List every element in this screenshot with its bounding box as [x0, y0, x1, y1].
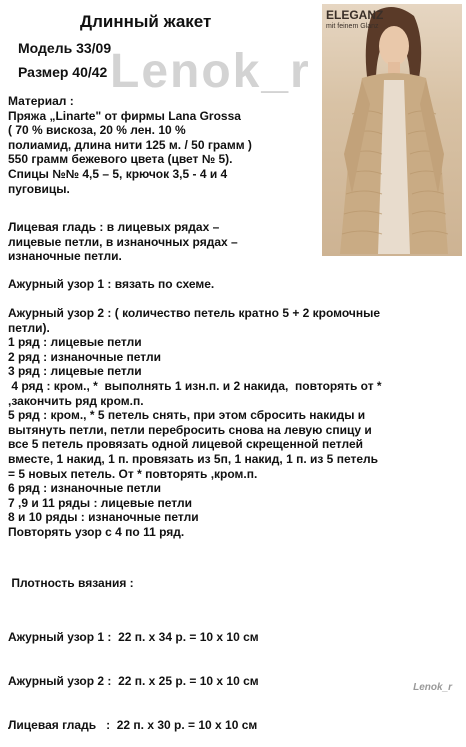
stockinette-line: изнаночные петли. [8, 249, 122, 264]
lace1-line: Ажурный узор 1 : вязать по схеме. [8, 277, 215, 291]
lace2-line: 6 ряд : изнаночные петли [8, 481, 161, 496]
lace2-line: 7 ,9 и 11 ряды : лицевые петли [8, 495, 192, 510]
material-line: полиамид, длина нити 125 м. / 50 грамм ) [8, 137, 252, 152]
material-line: пуговицы. [8, 181, 70, 196]
lace2-line: петли). [8, 320, 50, 335]
lace2-line: = 5 новых петель. От * повторять ,кром.п. [8, 466, 258, 481]
material-line: Материал : [8, 94, 74, 108]
lace2-line: 1 ряд : лицевые петли [8, 335, 142, 350]
lace2-line: 4 ряд : кром., * выполнять 1 изн.п. и 2 накида, повторять от * [8, 378, 382, 393]
stockinette-line: лицевые петли, в изнаночных рядах – [8, 234, 238, 249]
stockinette-line: Лицевая гладь : в лицевых рядах – [8, 220, 220, 234]
lace2-line: вытянуть петли, петли перебросить снова на левую спицу и [8, 422, 372, 437]
gauge-line: Ажурный узор 2 : 22 п. х 25 р. = 10 х 10 см [8, 673, 259, 688]
gauge-section [8, 601, 259, 747]
material-line: ( 70 % вискоза, 20 % лен. 10 % [8, 123, 186, 138]
gauge-line: Лицевая гладь : 22 п. х 30 р. = 10 х 10 см [8, 717, 258, 732]
lace2-line: 5 ряд : кром., * 5 петель снять, при этом сбросить накиды и [8, 408, 366, 423]
photo-subtitle: mit feinem Glanz [326, 23, 379, 30]
photo-brand: ELEGANZ [326, 8, 384, 22]
lace2-section [8, 306, 382, 540]
lace2-line: 3 ряд : лицевые петли [8, 364, 142, 379]
model-number: Модель 33/09 [18, 40, 112, 56]
footer-watermark: Lenok_r [413, 682, 452, 693]
lace2-line: 8 и 10 ряды : изнаночные петли [8, 510, 199, 525]
lace2-line: Повторять узор с 4 по 11 ряд. [8, 524, 185, 539]
gauge-line: Ажурный узор 1 : 22 п. х 34 р. = 10 х 10 см [8, 630, 259, 645]
lace2-line: вместе, 1 накид, 1 п. провязать из 5п, 1 накид, 1 п. из 5 петель [8, 451, 379, 466]
lace2-line: ,закончить ряд кром.п. [8, 393, 144, 408]
material-section [8, 94, 252, 196]
model-photo [322, 4, 462, 256]
gauge-title: Плотность вязания : [8, 576, 134, 590]
material-line: Пряжа „Linarte" от фирмы Lana Grossa [8, 108, 241, 123]
lace2-line: Ажурный узор 2 : ( количество петель кратно 5 + 2 кромочные [8, 306, 381, 320]
material-line: Спицы №№ 4,5 – 5, крючок 3,5 - 4 и 4 [8, 166, 228, 181]
page-title: Длинный жакет [80, 12, 212, 31]
material-line: 550 грамм бежевого цвета (цвет № 5). [8, 152, 233, 167]
jacket-photo-illustration [322, 4, 462, 256]
watermark: Lenok_r [110, 45, 311, 98]
lace2-line: 2 ряд : изнаночные петли [8, 349, 161, 364]
lace2-line: все 5 петель провязать одной лицевой скрещенной петлей [8, 437, 364, 452]
stockinette-section [8, 220, 238, 264]
size-label: Размер 40/42 [18, 64, 108, 80]
